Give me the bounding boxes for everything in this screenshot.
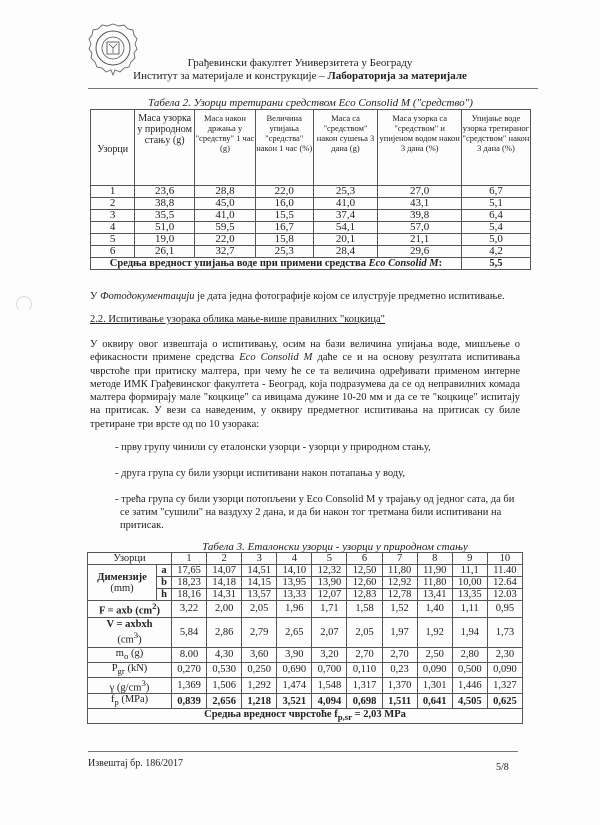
punch-hole-mark — [16, 296, 32, 312]
table-row: 3 35,5 41,0 15,5 37,4 39,8 6,4 — [91, 210, 531, 222]
table2-average-row — [91, 258, 531, 270]
footer-page-number: 5/8 — [496, 762, 509, 773]
main-paragraph: У оквиру овог извештаја о испитивању, осим на бази величина упијања воде, мишљење о ефикасности примене средства Eco Consolid M даће се и на основу резултата испитивања чврстоће при притиску малтера, при чему ће се та величина одређивати применом интерне методе ИМК Грађевинског факултета - Београд, која подразумева да се од неправилних комада малтера формирају мале "коцкице" са ивицама дужине 10-20 мм и да се те "коцкице" испитају на притисак. У вези са наведеним, у оквиру предметног испитивања на притисак су биле третиране три врсте од по 10 узорака: — [90, 339, 520, 430]
footer-divider — [88, 751, 518, 752]
table-row: $m_o$ (g) 8.00 4,30 3,60 3,90 3,20 2,70 2,70 2,50 2,80 2,30 — [88, 647, 523, 662]
t2-col-agent-absorption: Величина упијања "средства" након 1 час (%) — [255, 110, 313, 186]
header-faculty: Грађевински факултет Универзитета у Београду — [187, 57, 413, 69]
table-row: $P_{gr}$ (kN) 0,270 0,530 0,250 0,690 0,700 0,110 0,23 0,090 0,500 0,090 — [88, 662, 523, 677]
t3-average-strength: Средња вредност чврстоће $f_{p,sr} = 2,03$ MPa — [88, 709, 523, 724]
t2-col-samples: Узорци — [91, 110, 135, 186]
photo-doc-paragraph: У Фотодокументацији је дата једна фотографије којом се илуструје предметно испитивање. — [90, 291, 505, 302]
t2-average-label: Средња вредност упијања воде при примени средства Eco Consolid M: — [91, 258, 462, 270]
t3-header-row: Узорци 1 2 3 4 5 6 7 8 9 10 — [88, 553, 523, 565]
t2-col-mass-after-agent: Маса након држања у "средству" 1 час (g) — [195, 110, 256, 186]
t2-col-mass-water: Маса узорка са "средством" и упијеном водом након 3 дана (%) — [378, 110, 461, 186]
table-row: V = axbxh $(cm^3)$ 5,84 2,86 2,79 2,65 2,07 2,05 1,97 1,92 1,94 1,73 — [88, 617, 523, 647]
t3-average-row — [88, 709, 523, 724]
section-heading: 2.2. Испитивање узорака облика мање-више правилних "коцкица" — [90, 314, 385, 325]
header-lab: Лабораторија за материјале — [327, 70, 467, 82]
bullet-item: - друга група су били узорци испитивани након потапања у воду, — [115, 468, 405, 479]
t2-average-value: 5,5 — [461, 258, 530, 270]
table-row: F = axb $(cm^2)$ 3,22 2,00 2,05 1,96 1,71 1,58 1,52 1,40 1,11 0,95 — [88, 601, 523, 618]
t2-col-mass-dried: Маса са "средством" након сушења 3 дана (g) — [313, 110, 378, 186]
table-row: 6 26,1 32,7 25,3 28,4 29,6 4,2 — [91, 246, 531, 258]
table-row: h 18,16 14,31 13,57 13,33 12,07 12,83 12,78 13,41 13,35 12.03 — [88, 589, 523, 601]
header-divider — [88, 88, 538, 89]
t3-mass-label: $m_o$ (g) — [88, 647, 172, 662]
table-row: γ $(g/cm^3)$ 1,369 1,506 1,292 1,474 1,548 1,317 1,370 1,301 1,446 1,327 — [88, 677, 523, 694]
t2-col-water-absorption: Упијање воде узорка третираног "средством" након 3 дана (%) — [461, 110, 530, 186]
t3-dimensions-label: Димензије (mm) — [88, 565, 157, 601]
footer-report-number: Извештај бр. 186/2017 — [88, 758, 184, 769]
table-row: Димензије (mm) a 17,65 14,07 14,51 14,10 12,32 12,50 11,80 11,90 11,1 11.40 — [88, 565, 523, 577]
t3-force-label: $P_{gr}$ (kN) — [88, 662, 172, 677]
table-row: b 18,23 14,18 14,15 13,95 13,90 12,60 12,92 11,80 10,00 12.64 — [88, 577, 523, 589]
header-institute: Институт за материјале и конструкције – Лабораторија за материјале — [133, 70, 467, 82]
bullet-item: - трећа група су били узорци потопљени у Eco Consolid M у трајању од једног сата, да би се затим "сушили" на ваздуху 2 дана, и да би након тог третмана били испитивани на притисак. — [115, 494, 515, 531]
t3-density-label: γ $(g/cm^3)$ — [88, 677, 172, 694]
t2-col-natural-mass: Маса узорка у природном стању (g) — [135, 110, 195, 186]
table-row: $f_p$ (MPa) 0,839 2,656 1,218 3,521 4,094 0,698 1,511 0,641 4,505 0,625 — [88, 694, 523, 709]
table3 — [87, 552, 523, 724]
table2-caption: Табела 2. Узорци третирани средством Eco Consolid M ("средство") — [148, 97, 473, 109]
t3-area-label: F = axb $(cm^2)$ — [88, 601, 172, 618]
table-row: 4 51,0 59,5 16,7 54,1 57,0 5,4 — [91, 222, 531, 234]
t3-strength-label: $f_p$ (MPa) — [88, 694, 172, 709]
table-row: 1 23,6 28,8 22,0 25,3 27,0 6,7 — [91, 186, 531, 198]
table3-caption: Табела 3. Еталонски узорци - узорци у природном стању — [202, 541, 468, 553]
table2 — [90, 109, 531, 270]
table-row: 2 38,8 45,0 16,0 41,0 43,1 5,1 — [91, 198, 531, 210]
t3-volume-label: V = axbxh $(cm^3)$ — [88, 617, 172, 647]
table-row: 5 19,0 22,0 15,8 20,1 21,1 5,0 — [91, 234, 531, 246]
bullet-item: - прву групу чинили су еталонски узорци - узорци у природном стању, — [115, 442, 431, 453]
